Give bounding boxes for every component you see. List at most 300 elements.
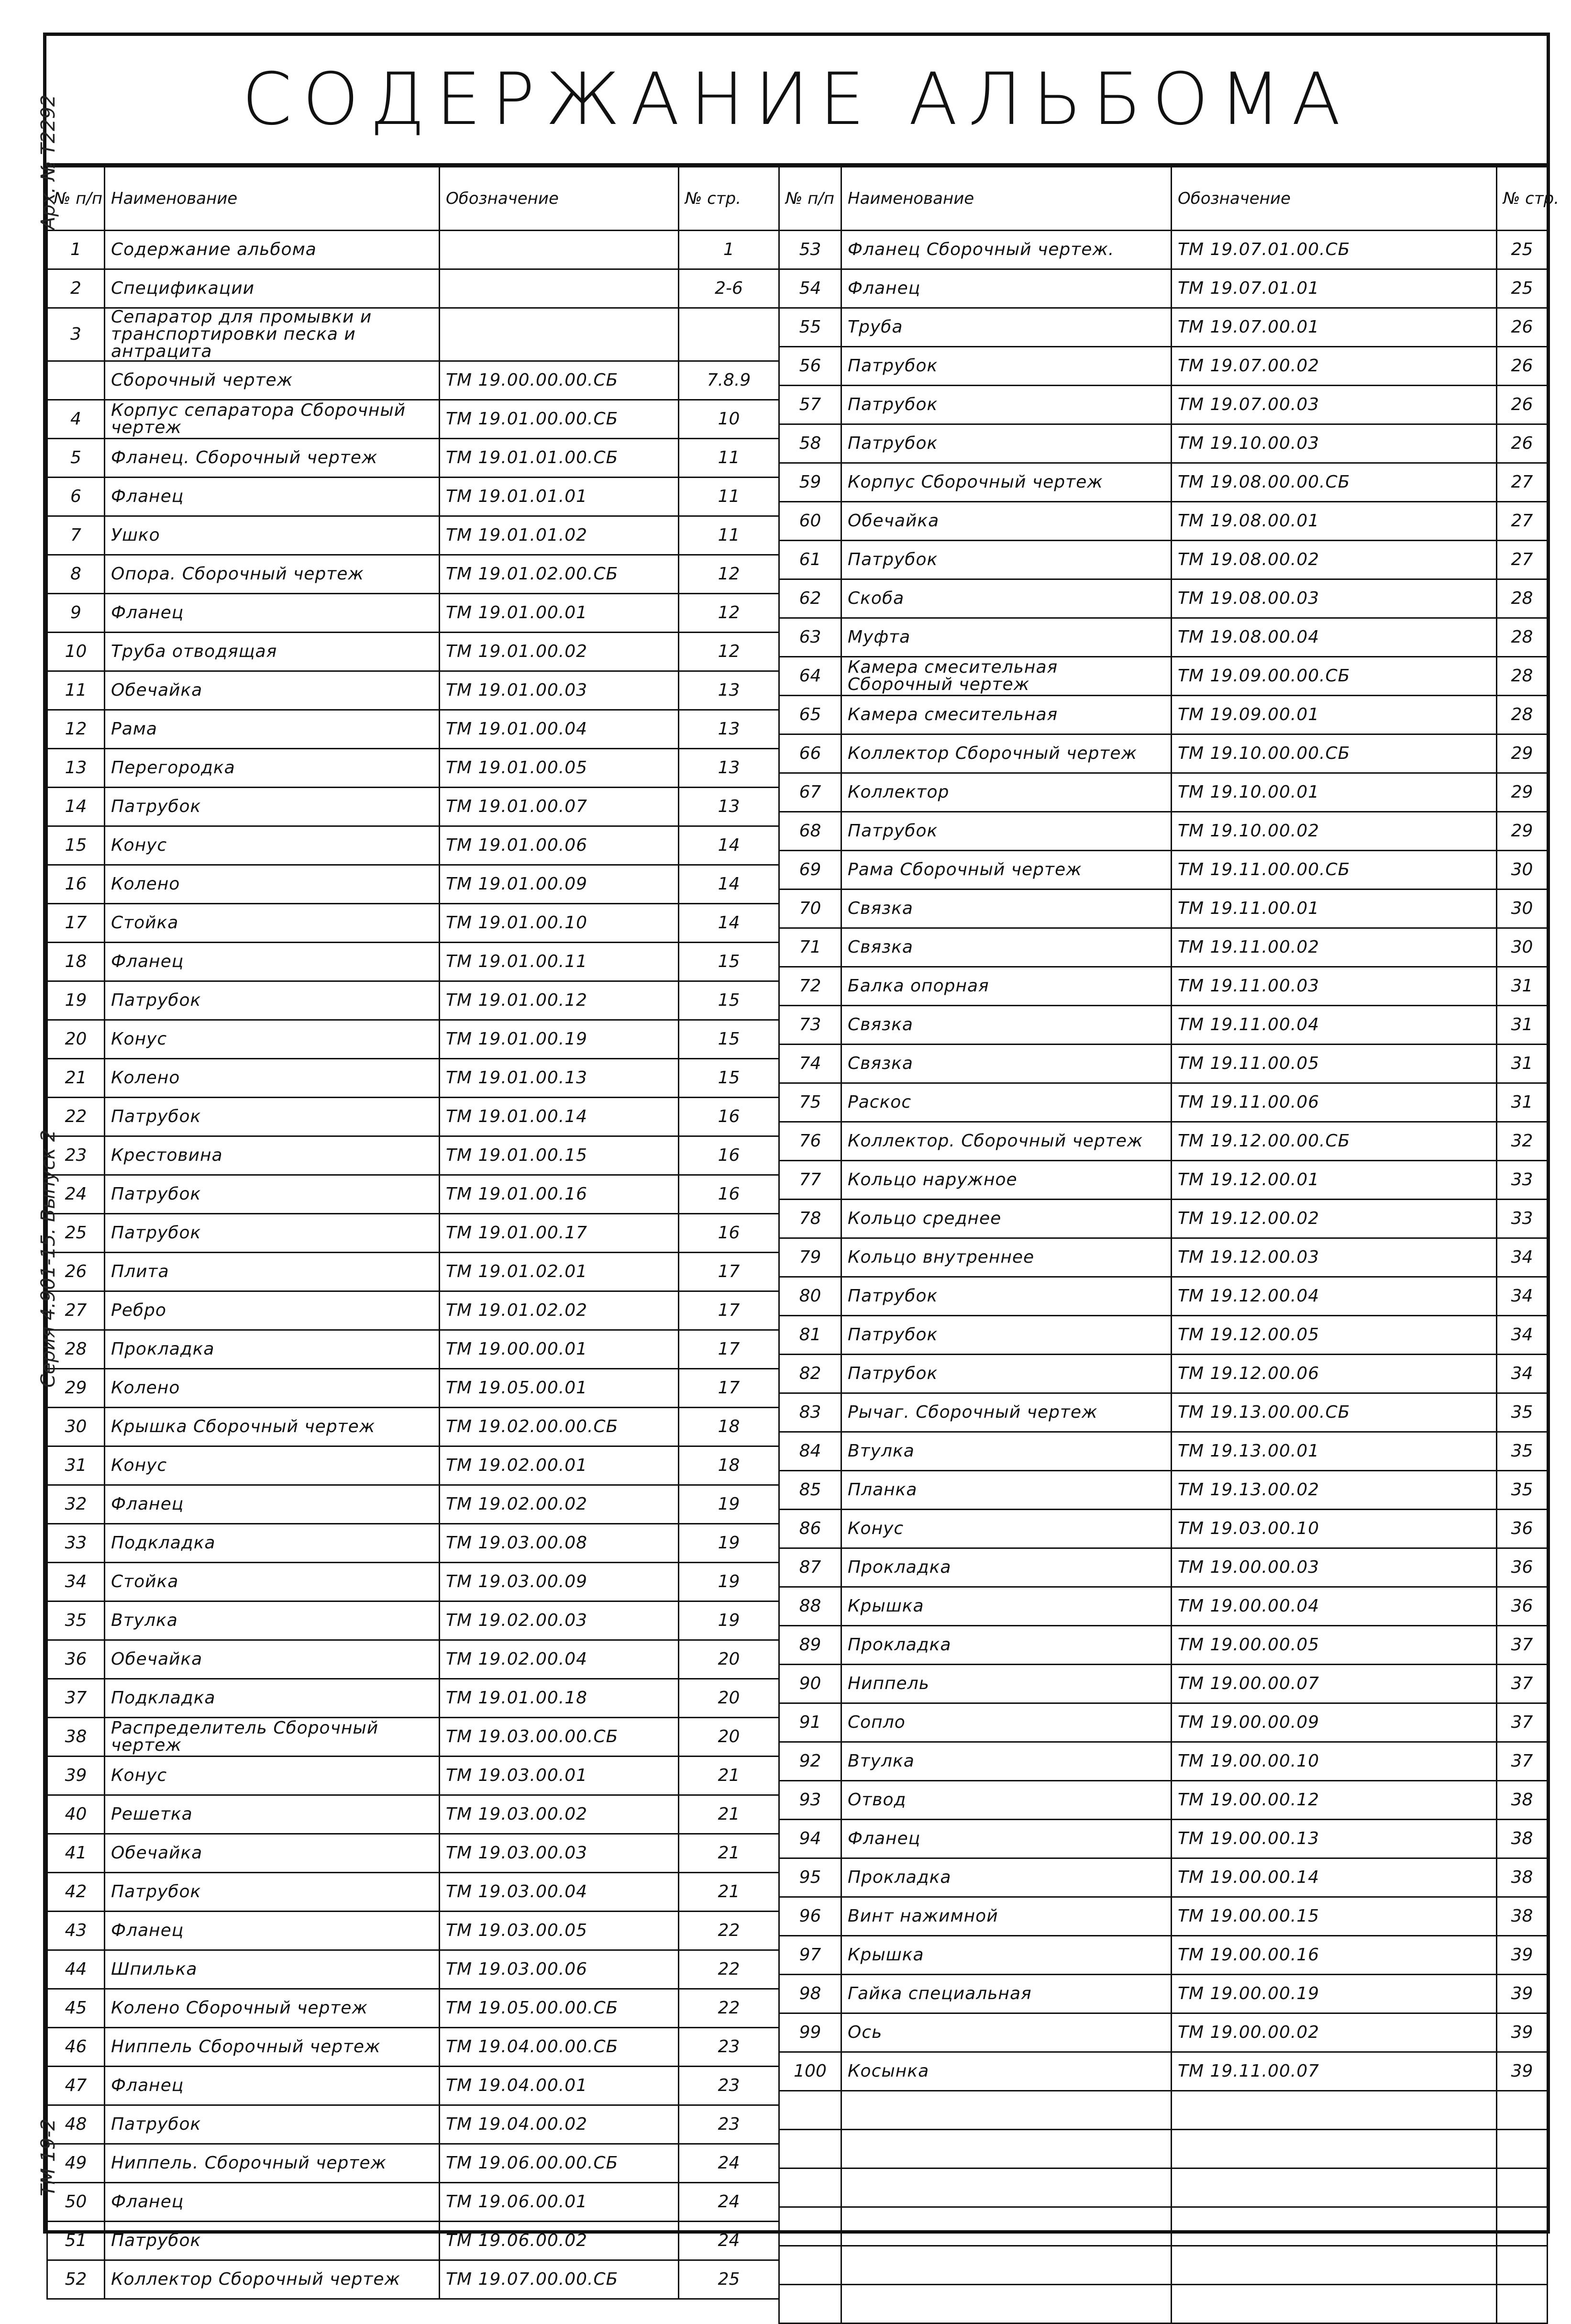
row-number: 54 <box>779 269 841 308</box>
item-name: Камера смесительная Сборочный чертеж <box>841 657 1172 696</box>
row-number <box>779 2246 841 2285</box>
row-number: 58 <box>779 424 841 463</box>
item-page: 27 <box>1497 541 1548 579</box>
row-number: 23 <box>47 1136 105 1175</box>
table-row <box>779 1936 1548 1975</box>
item-name: Камера смесительная <box>841 696 1172 734</box>
row-number: 26 <box>47 1253 105 1291</box>
item-page: 33 <box>1497 1200 1548 1238</box>
row-number: 82 <box>779 1355 841 1393</box>
item-name: Винт нажимной <box>841 1897 1172 1936</box>
archive-number: Арх. № Т2292 <box>37 94 59 230</box>
item-page: 12 <box>679 594 779 633</box>
table-row <box>47 2028 779 2067</box>
item-designation: ТМ 19.00.00.02 <box>1172 2013 1497 2052</box>
item-page: 7.8.9 <box>679 361 779 400</box>
row-number: 28 <box>47 1330 105 1369</box>
table-row <box>779 657 1548 696</box>
table-row <box>779 1626 1548 1665</box>
row-number: 52 <box>47 2260 105 2299</box>
table-row <box>779 269 1548 308</box>
item-designation: ТМ 19.07.00.02 <box>1172 347 1497 386</box>
row-number: 21 <box>47 1059 105 1098</box>
item-designation: ТМ 19.11.00.06 <box>1172 1083 1497 1122</box>
item-name: Конус <box>105 826 440 865</box>
item-name <box>841 2207 1172 2246</box>
item-name: Сопло <box>841 1703 1172 1742</box>
table-row <box>779 579 1548 618</box>
item-name: Колено <box>105 1369 440 1408</box>
item-designation: ТМ 19.11.00.00.СБ <box>1172 851 1497 890</box>
item-page: 17 <box>679 1291 779 1330</box>
item-page: 14 <box>679 904 779 943</box>
table-row <box>47 826 779 865</box>
table-row <box>47 1601 779 1640</box>
item-page: 19 <box>679 1485 779 1524</box>
contents-table-right <box>778 166 1560 2324</box>
item-page: 32 <box>1497 1122 1548 1161</box>
header-page: № стр. <box>679 167 779 231</box>
table-row <box>779 1045 1548 1083</box>
item-name: Муфта <box>841 618 1172 657</box>
item-name: Прокладка <box>105 1330 440 1369</box>
item-designation: ТМ 19.01.00.09 <box>440 865 679 904</box>
row-number: 15 <box>47 826 105 865</box>
table-row <box>47 1485 779 1524</box>
item-page: 2-6 <box>679 269 779 308</box>
item-name: Спецификации <box>105 269 440 308</box>
row-number <box>779 2168 841 2207</box>
item-page: 19 <box>679 1601 779 1640</box>
row-number: 10 <box>47 633 105 671</box>
item-designation: ТМ 19.02.00.04 <box>440 1640 679 1679</box>
item-page: 28 <box>1497 696 1548 734</box>
item-name: Фланец <box>105 2183 440 2222</box>
item-name: Втулка <box>841 1742 1172 1781</box>
item-name: Патрубок <box>841 386 1172 424</box>
item-name: Фланец <box>105 2067 440 2105</box>
table-row <box>47 1136 779 1175</box>
table-row <box>47 749 779 788</box>
table-row <box>47 1524 779 1563</box>
item-name: Раскос <box>841 1083 1172 1122</box>
table-row <box>779 1277 1548 1316</box>
table-row <box>779 231 1548 269</box>
item-designation: ТМ 19.00.00.01 <box>440 1330 679 1369</box>
item-name: Шпилька <box>105 1950 440 1989</box>
item-designation: ТМ 19.01.01.00.СБ <box>440 439 679 478</box>
row-number: 40 <box>47 1795 105 1834</box>
item-designation <box>1172 2130 1497 2168</box>
item-page: 12 <box>679 633 779 671</box>
row-number: 93 <box>779 1781 841 1820</box>
item-page: 28 <box>1497 579 1548 618</box>
row-number: 97 <box>779 1936 841 1975</box>
item-designation: ТМ 19.04.00.02 <box>440 2105 679 2144</box>
item-name: Прокладка <box>841 1626 1172 1665</box>
table-row <box>47 516 779 555</box>
row-number: 45 <box>47 1989 105 2028</box>
item-name: Патрубок <box>105 2105 440 2144</box>
item-designation: ТМ 19.02.00.00.СБ <box>440 1408 679 1446</box>
item-page: 30 <box>1497 890 1548 928</box>
item-designation <box>1172 2285 1497 2324</box>
row-number: 78 <box>779 1200 841 1238</box>
row-number: 86 <box>779 1510 841 1548</box>
row-number: 17 <box>47 904 105 943</box>
item-page: 26 <box>1497 347 1548 386</box>
item-name: Рама <box>105 710 440 749</box>
item-designation: ТМ 19.07.00.00.СБ <box>440 2260 679 2299</box>
row-number: 2 <box>47 269 105 308</box>
item-page: 13 <box>679 788 779 826</box>
table-row <box>47 1563 779 1601</box>
page-title: СОДЕРЖАНИЕ АЛЬБОМА <box>242 58 1351 141</box>
table-row <box>47 1330 779 1369</box>
table-row <box>47 231 779 269</box>
item-page: 38 <box>1497 1897 1548 1936</box>
item-page: 20 <box>679 1718 779 1757</box>
item-page: 36 <box>1497 1548 1548 1587</box>
table-row <box>47 308 779 361</box>
item-name: Обечайка <box>105 1834 440 1873</box>
table-row <box>779 1975 1548 2013</box>
table-row <box>47 1059 779 1098</box>
item-name: Стойка <box>105 904 440 943</box>
table-row <box>779 541 1548 579</box>
row-number: 33 <box>47 1524 105 1563</box>
item-name: Конус <box>105 1446 440 1485</box>
item-designation: ТМ 19.10.00.01 <box>1172 773 1497 812</box>
item-name: Прокладка <box>841 1548 1172 1587</box>
item-designation: ТМ 19.01.00.11 <box>440 943 679 981</box>
row-number: 44 <box>47 1950 105 1989</box>
item-page: 14 <box>679 826 779 865</box>
item-name: Патрубок <box>841 812 1172 851</box>
row-number: 38 <box>47 1718 105 1757</box>
item-page: 34 <box>1497 1277 1548 1316</box>
item-designation: ТМ 19.00.00.19 <box>1172 1975 1497 2013</box>
row-number <box>47 361 105 400</box>
item-designation: ТМ 19.01.00.13 <box>440 1059 679 1098</box>
item-page: 10 <box>679 400 779 439</box>
row-number: 47 <box>47 2067 105 2105</box>
item-name: Корпус сепаратора Сборочный чертеж <box>105 400 440 439</box>
row-number: 75 <box>779 1083 841 1122</box>
row-number: 73 <box>779 1006 841 1045</box>
item-designation: ТМ 19.12.00.05 <box>1172 1316 1497 1355</box>
item-name: Фланец <box>105 1485 440 1524</box>
item-name: Коллектор Сборочный чертеж <box>841 734 1172 773</box>
row-number: 20 <box>47 1020 105 1059</box>
item-designation: ТМ 19.00.00.15 <box>1172 1897 1497 1936</box>
item-designation: ТМ 19.00.00.07 <box>1172 1665 1497 1703</box>
row-number: 13 <box>47 749 105 788</box>
row-number: 3 <box>47 308 105 361</box>
item-designation: ТМ 19.02.00.03 <box>440 1601 679 1640</box>
table-row <box>47 1795 779 1834</box>
series-label: Серия 4.901-15. Выпуск 2 <box>37 1129 59 1388</box>
table-row <box>779 1122 1548 1161</box>
row-number: 77 <box>779 1161 841 1200</box>
item-page <box>1497 2285 1548 2324</box>
table-row <box>47 2144 779 2183</box>
item-page: 29 <box>1497 734 1548 773</box>
item-page: 39 <box>1497 1936 1548 1975</box>
item-name: Колено <box>105 1059 440 1098</box>
item-designation: ТМ 19.05.00.01 <box>440 1369 679 1408</box>
item-name: Кольцо наружное <box>841 1161 1172 1200</box>
table-row <box>779 1006 1548 1045</box>
header-num: № п/п <box>47 167 105 231</box>
table-row <box>47 1020 779 1059</box>
item-name: Связка <box>841 928 1172 967</box>
table-row <box>47 1834 779 1873</box>
table-row <box>47 1873 779 1912</box>
row-number: 34 <box>47 1563 105 1601</box>
table-row <box>779 1742 1548 1781</box>
header-page: № стр. <box>1497 167 1548 231</box>
item-page: 23 <box>679 2067 779 2105</box>
item-designation: ТМ 19.11.00.01 <box>1172 890 1497 928</box>
item-designation: ТМ 19.07.01.00.СБ <box>1172 231 1497 269</box>
item-name: Рама Сборочный чертеж <box>841 851 1172 890</box>
item-page: 29 <box>1497 812 1548 851</box>
item-page <box>1497 2091 1548 2130</box>
table-row <box>779 1355 1548 1393</box>
row-number: 89 <box>779 1626 841 1665</box>
item-page: 39 <box>1497 2013 1548 2052</box>
row-number: 48 <box>47 2105 105 2144</box>
row-number: 9 <box>47 594 105 633</box>
item-designation: ТМ 19.05.00.00.СБ <box>440 1989 679 2028</box>
table-row <box>47 1175 779 1214</box>
row-number: 62 <box>779 579 841 618</box>
row-number: 53 <box>779 231 841 269</box>
item-page: 22 <box>679 1912 779 1950</box>
table-row <box>779 851 1548 890</box>
item-page: 25 <box>1497 269 1548 308</box>
item-page: 11 <box>679 439 779 478</box>
item-designation: ТМ 19.01.02.01 <box>440 1253 679 1291</box>
row-number: 32 <box>47 1485 105 1524</box>
item-designation: ТМ 19.11.00.04 <box>1172 1006 1497 1045</box>
item-page: 38 <box>1497 1781 1548 1820</box>
row-number: 99 <box>779 2013 841 2052</box>
row-number: 42 <box>47 1873 105 1912</box>
item-page: 19 <box>679 1563 779 1601</box>
item-name: Патрубок <box>105 1175 440 1214</box>
item-designation: ТМ 19.01.00.05 <box>440 749 679 788</box>
row-number: 81 <box>779 1316 841 1355</box>
row-number <box>779 2091 841 2130</box>
item-page: 13 <box>679 671 779 710</box>
table-row <box>47 633 779 671</box>
row-number: 16 <box>47 865 105 904</box>
table-row <box>779 773 1548 812</box>
item-page: 36 <box>1497 1587 1548 1626</box>
item-page: 16 <box>679 1175 779 1214</box>
item-name: Ребро <box>105 1291 440 1330</box>
item-name: Стойка <box>105 1563 440 1601</box>
row-number: 35 <box>47 1601 105 1640</box>
item-designation: ТМ 19.10.00.02 <box>1172 812 1497 851</box>
item-page: 17 <box>679 1369 779 1408</box>
item-name: Патрубок <box>105 1098 440 1136</box>
table-row <box>47 1098 779 1136</box>
item-page: 27 <box>1497 502 1548 541</box>
table-row <box>779 1316 1548 1355</box>
item-name <box>841 2091 1172 2130</box>
row-number: 5 <box>47 439 105 478</box>
table-row <box>779 1858 1548 1897</box>
item-name: Фланец <box>841 269 1172 308</box>
row-number: 14 <box>47 788 105 826</box>
row-number: 74 <box>779 1045 841 1083</box>
item-page: 21 <box>679 1757 779 1795</box>
item-page: 26 <box>1497 386 1548 424</box>
item-page: 22 <box>679 1950 779 1989</box>
item-name: Связка <box>841 1006 1172 1045</box>
item-designation: ТМ 19.03.00.03 <box>440 1834 679 1873</box>
item-name: Плита <box>105 1253 440 1291</box>
item-page: 22 <box>679 1989 779 2028</box>
table-row <box>779 2013 1548 2052</box>
item-page: 19 <box>679 1524 779 1563</box>
item-page <box>1497 2130 1548 2168</box>
table-row <box>47 555 779 594</box>
item-name: Сборочный чертеж <box>105 361 440 400</box>
item-designation: ТМ 19.11.00.02 <box>1172 928 1497 967</box>
row-number: 27 <box>47 1291 105 1330</box>
item-designation <box>1172 2246 1497 2285</box>
item-designation: ТМ 19.01.00.18 <box>440 1679 679 1718</box>
item-designation: ТМ 19.09.00.00.СБ <box>1172 657 1497 696</box>
item-designation <box>440 308 679 361</box>
row-number: 96 <box>779 1897 841 1936</box>
item-designation: ТМ 19.01.00.17 <box>440 1214 679 1253</box>
item-designation: ТМ 19.13.00.00.СБ <box>1172 1393 1497 1432</box>
item-page: 38 <box>1497 1820 1548 1858</box>
row-number: 18 <box>47 943 105 981</box>
row-number: 87 <box>779 1548 841 1587</box>
table-row <box>47 269 779 308</box>
row-number: 29 <box>47 1369 105 1408</box>
item-designation: ТМ 19.07.00.01 <box>1172 308 1497 347</box>
item-page: 29 <box>1497 773 1548 812</box>
table-row <box>779 734 1548 773</box>
table-row <box>779 308 1548 347</box>
table-row <box>779 1781 1548 1820</box>
row-number: 12 <box>47 710 105 749</box>
row-number: 11 <box>47 671 105 710</box>
header-code: Обозначение <box>440 167 679 231</box>
item-designation: ТМ 19.00.00.00.СБ <box>440 361 679 400</box>
row-number: 1 <box>47 231 105 269</box>
item-page: 31 <box>1497 1083 1548 1122</box>
item-page: 26 <box>1497 308 1548 347</box>
row-number: 46 <box>47 2028 105 2067</box>
item-name: Подкладка <box>105 1524 440 1563</box>
table-row <box>779 812 1548 851</box>
table-row <box>47 1446 779 1485</box>
table-header-row <box>779 167 1548 231</box>
item-designation: ТМ 19.12.00.01 <box>1172 1161 1497 1200</box>
header-name: Наименование <box>105 167 440 231</box>
item-page: 16 <box>679 1136 779 1175</box>
item-name: Фланец <box>105 478 440 516</box>
item-page: 39 <box>1497 2052 1548 2091</box>
item-designation: ТМ 19.12.00.00.СБ <box>1172 1122 1497 1161</box>
item-page: 30 <box>1497 928 1548 967</box>
item-page: 27 <box>1497 463 1548 502</box>
item-page: 12 <box>679 555 779 594</box>
item-page: 35 <box>1497 1471 1548 1510</box>
table-row <box>779 1083 1548 1122</box>
table-row <box>779 1238 1548 1277</box>
item-name <box>841 2285 1172 2324</box>
table-row <box>47 1214 779 1253</box>
row-number: 59 <box>779 463 841 502</box>
item-page: 17 <box>679 1253 779 1291</box>
row-number: 31 <box>47 1446 105 1485</box>
table-row <box>47 1950 779 1989</box>
item-page: 15 <box>679 943 779 981</box>
item-designation: ТМ 19.03.00.04 <box>440 1873 679 1912</box>
item-name: Патрубок <box>105 1214 440 1253</box>
drawing-code: ТМ 19-2 <box>37 2118 59 2196</box>
table-row <box>779 502 1548 541</box>
item-name: Ушко <box>105 516 440 555</box>
item-name: Труба <box>841 308 1172 347</box>
item-page: 13 <box>679 710 779 749</box>
table-row <box>47 1912 779 1950</box>
header-num: № п/п <box>779 167 841 231</box>
item-page: 18 <box>679 1408 779 1446</box>
item-name: Корпус Сборочный чертеж <box>841 463 1172 502</box>
item-page <box>1497 2246 1548 2285</box>
row-number: 70 <box>779 890 841 928</box>
item-designation: ТМ 19.06.00.01 <box>440 2183 679 2222</box>
item-designation: ТМ 19.00.00.13 <box>1172 1820 1497 1858</box>
row-number: 80 <box>779 1277 841 1316</box>
item-page: 24 <box>679 2144 779 2183</box>
item-designation: ТМ 19.03.00.06 <box>440 1950 679 1989</box>
item-name: Кольцо среднее <box>841 1200 1172 1238</box>
table-row <box>779 928 1548 967</box>
item-name: Опора. Сборочный чертеж <box>105 555 440 594</box>
row-number: 76 <box>779 1122 841 1161</box>
table-row <box>47 943 779 981</box>
item-name: Патрубок <box>841 1355 1172 1393</box>
item-page: 15 <box>679 1020 779 1059</box>
item-designation: ТМ 19.01.01.01 <box>440 478 679 516</box>
item-page: 26 <box>1497 424 1548 463</box>
item-page: 21 <box>679 1834 779 1873</box>
item-name: Ниппель Сборочный чертеж <box>105 2028 440 2067</box>
item-page: 36 <box>1497 1510 1548 1548</box>
item-designation: ТМ 19.11.00.05 <box>1172 1045 1497 1083</box>
row-number: 83 <box>779 1393 841 1432</box>
item-name: Патрубок <box>841 1277 1172 1316</box>
table-header-row <box>47 167 779 231</box>
table-row <box>779 696 1548 734</box>
table-row <box>47 710 779 749</box>
item-page: 31 <box>1497 1045 1548 1083</box>
row-number: 60 <box>779 502 841 541</box>
item-page: 15 <box>679 1059 779 1098</box>
row-number: 88 <box>779 1587 841 1626</box>
